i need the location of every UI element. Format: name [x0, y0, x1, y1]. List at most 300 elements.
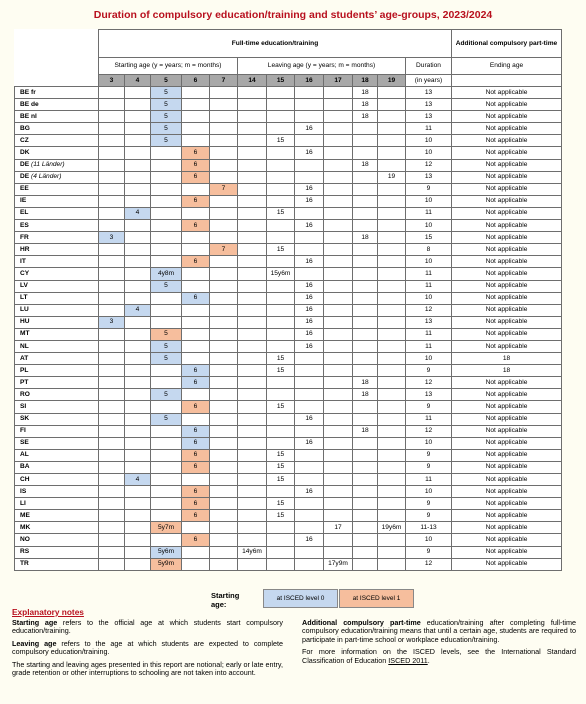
start-age-cell: [182, 474, 210, 486]
leave-age-cell: [378, 99, 406, 111]
ending-age-cell: Not applicable: [452, 232, 562, 244]
start-age-col-3: 3: [99, 75, 125, 87]
duration-cell: 10: [406, 220, 452, 232]
start-age-cell: 6: [182, 498, 210, 510]
leave-age-cell: 15: [267, 365, 295, 377]
leave-age-cell: [324, 111, 353, 123]
duration-cell: 11: [406, 207, 452, 219]
start-age-cell: [99, 449, 125, 461]
duration-cell: 13: [406, 99, 452, 111]
ending-age-cell: Not applicable: [452, 437, 562, 449]
leave-age-cell: [267, 340, 295, 352]
leave-age-cell: [378, 425, 406, 437]
leave-age-cell: [378, 256, 406, 268]
start-age-cell: [151, 425, 182, 437]
start-age-cell: [210, 486, 238, 498]
country-code: CZ: [15, 135, 99, 147]
start-age-cell: [99, 401, 125, 413]
country-code: AT: [15, 353, 99, 365]
leave-age-cell: [353, 353, 378, 365]
leave-age-cell: [295, 111, 324, 123]
leave-age-cell: [238, 340, 267, 352]
leave-age-cell: [267, 486, 295, 498]
start-age-cell: [99, 474, 125, 486]
country-code: DK: [15, 147, 99, 159]
start-age-cell: [99, 111, 125, 123]
start-age-cell: 5y7m: [151, 522, 182, 534]
leave-age-cell: [238, 328, 267, 340]
table-row: [15, 449, 562, 461]
start-age-cell: [125, 546, 151, 558]
start-age-cell: 5y6m: [151, 546, 182, 558]
leave-age-cell: [324, 292, 353, 304]
leave-age-cell: [295, 522, 324, 534]
leave-age-cell: [378, 304, 406, 316]
start-age-cell: [99, 195, 125, 207]
duration-cell: 8: [406, 244, 452, 256]
leave-age-cell: [267, 425, 295, 437]
country-code: HU: [15, 316, 99, 328]
start-age-cell: [210, 268, 238, 280]
table-row: [15, 292, 562, 304]
leave-age-cell: [238, 401, 267, 413]
table-row: [15, 510, 562, 522]
duration-cell: 10: [406, 135, 452, 147]
start-age-cell: [151, 159, 182, 171]
ending-age-cell: Not applicable: [452, 256, 562, 268]
leave-age-cell: [324, 377, 353, 389]
start-age-cell: [182, 87, 210, 99]
leave-age-cell: 18: [353, 425, 378, 437]
start-age-cell: 6: [182, 171, 210, 183]
country-code: IE: [15, 195, 99, 207]
leave-age-cell: [295, 498, 324, 510]
duration-cell: 10: [406, 147, 452, 159]
leave-age-cell: 15: [267, 207, 295, 219]
leave-age-cell: [353, 498, 378, 510]
leave-age-cell: [378, 280, 406, 292]
duration-cell: 12: [406, 425, 452, 437]
leave-age-col-16: 16: [295, 75, 324, 87]
leave-age-cell: [353, 183, 378, 195]
duration-cell: 10: [406, 256, 452, 268]
start-age-cell: [151, 220, 182, 232]
start-age-cell: [125, 87, 151, 99]
start-age-cell: [151, 534, 182, 546]
start-age-cell: 6: [182, 147, 210, 159]
leave-age-cell: [324, 147, 353, 159]
table-row: [15, 316, 562, 328]
start-age-cell: [210, 256, 238, 268]
leave-age-cell: [238, 171, 267, 183]
start-age-cell: [99, 486, 125, 498]
country-code: NL: [15, 340, 99, 352]
start-age-cell: [182, 522, 210, 534]
leave-age-cell: [238, 232, 267, 244]
ending-age-cell: Not applicable: [452, 171, 562, 183]
start-age-cell: [151, 510, 182, 522]
table-row: [15, 340, 562, 352]
table-row: [15, 437, 562, 449]
duration-cell: 11: [406, 413, 452, 425]
leave-age-cell: 15: [267, 353, 295, 365]
start-age-cell: 6: [182, 461, 210, 473]
start-age-cell: [182, 232, 210, 244]
start-age-cell: [182, 123, 210, 135]
duration-header: Duration: [406, 58, 452, 75]
leave-age-cell: [238, 558, 267, 570]
start-age-cell: [151, 486, 182, 498]
start-age-cell: 6: [182, 437, 210, 449]
start-age-cell: [151, 171, 182, 183]
table-row: [15, 534, 562, 546]
leave-age-cell: [353, 522, 378, 534]
leave-age-cell: 16: [295, 147, 324, 159]
table-row: [15, 522, 562, 534]
start-age-cell: 5: [151, 389, 182, 401]
leave-age-cell: [295, 449, 324, 461]
ending-age-cell: Not applicable: [452, 413, 562, 425]
ending-age-cell: Not applicable: [452, 510, 562, 522]
start-age-cell: [210, 232, 238, 244]
start-age-cell: [99, 183, 125, 195]
ending-age-cell: Not applicable: [452, 304, 562, 316]
ending-age-cell: Not applicable: [452, 195, 562, 207]
start-age-cell: 5: [151, 135, 182, 147]
leave-age-cell: [267, 316, 295, 328]
country-code: CH: [15, 474, 99, 486]
ending-age-cell: Not applicable: [452, 87, 562, 99]
duration-cell: 9: [406, 461, 452, 473]
start-age-cell: [210, 353, 238, 365]
leave-age-cell: [353, 365, 378, 377]
start-age-cell: [210, 111, 238, 123]
leave-age-cell: [324, 207, 353, 219]
ending-age-blank: [452, 75, 562, 87]
leave-age-cell: 15: [267, 498, 295, 510]
start-age-cell: [125, 340, 151, 352]
start-age-cell: 7: [210, 244, 238, 256]
country-note: (4 Länder): [31, 173, 62, 181]
leave-age-cell: [295, 365, 324, 377]
leave-age-cell: [267, 256, 295, 268]
leave-age-cell: 14y6m: [238, 546, 267, 558]
leave-age-cell: [378, 268, 406, 280]
start-age-cell: [182, 207, 210, 219]
leave-age-cell: [324, 389, 353, 401]
duration-cell: 15: [406, 232, 452, 244]
leave-age-cell: [295, 207, 324, 219]
ending-age-cell: Not applicable: [452, 111, 562, 123]
ending-age-cell: Not applicable: [452, 292, 562, 304]
leave-age-cell: [324, 159, 353, 171]
leave-age-cell: [267, 328, 295, 340]
leave-age-cell: 19y6m: [378, 522, 406, 534]
country-code: BE fr: [15, 87, 99, 99]
leave-age-cell: [238, 461, 267, 473]
start-age-cell: [125, 461, 151, 473]
start-age-cell: [210, 498, 238, 510]
duration-cell: 12: [406, 159, 452, 171]
leave-age-cell: [238, 365, 267, 377]
ending-age-cell: Not applicable: [452, 183, 562, 195]
parttime-header: Additional compulsory part-time: [452, 30, 562, 58]
leave-age-cell: 17: [324, 522, 353, 534]
start-age-cell: [125, 123, 151, 135]
leave-age-cell: [324, 437, 353, 449]
table-row: [15, 268, 562, 280]
start-age-cell: [182, 280, 210, 292]
start-age-cell: [125, 401, 151, 413]
leave-age-cell: [238, 534, 267, 546]
start-age-cell: [182, 413, 210, 425]
start-age-cell: [210, 522, 238, 534]
leave-age-cell: [378, 183, 406, 195]
start-age-cell: 6: [182, 486, 210, 498]
start-age-cell: [151, 449, 182, 461]
start-age-cell: [151, 195, 182, 207]
start-age-cell: [99, 522, 125, 534]
leave-age-cell: 15: [267, 135, 295, 147]
start-age-cell: 3: [99, 232, 125, 244]
start-age-cell: [99, 99, 125, 111]
start-age-cell: [125, 147, 151, 159]
ending-age-cell: 18: [452, 353, 562, 365]
start-age-cell: 4: [125, 304, 151, 316]
ending-age-cell: Not applicable: [452, 135, 562, 147]
in-years-header: (in years): [406, 75, 452, 87]
leave-age-cell: [353, 486, 378, 498]
leave-age-cell: [238, 316, 267, 328]
leave-age-col-17: 17: [324, 75, 353, 87]
start-age-cell: 6: [182, 256, 210, 268]
leave-age-cell: 18: [353, 232, 378, 244]
start-age-cell: [99, 558, 125, 570]
table-row: [15, 377, 562, 389]
start-age-cell: [125, 183, 151, 195]
start-age-cell: [182, 304, 210, 316]
start-age-cell: [182, 353, 210, 365]
start-age-cell: [182, 183, 210, 195]
duration-cell: 9: [406, 498, 452, 510]
start-age-cell: [210, 292, 238, 304]
leave-age-cell: 17y9m: [324, 558, 353, 570]
leave-age-cell: [378, 558, 406, 570]
start-age-cell: [182, 111, 210, 123]
leave-age-cell: [324, 171, 353, 183]
leave-age-cell: [267, 99, 295, 111]
leave-age-cell: [238, 377, 267, 389]
legend-label: Starting age:: [211, 591, 240, 609]
start-age-cell: [151, 147, 182, 159]
leave-age-cell: 15: [267, 244, 295, 256]
start-age-cell: [210, 195, 238, 207]
ending-age-cell: Not applicable: [452, 546, 562, 558]
start-age-cell: [99, 159, 125, 171]
leave-age-cell: [238, 389, 267, 401]
leave-age-cell: [238, 498, 267, 510]
leave-age-cell: [295, 159, 324, 171]
start-age-cell: [125, 413, 151, 425]
leave-age-cell: [353, 244, 378, 256]
duration-cell: 11: [406, 123, 452, 135]
leave-age-cell: 15y6m: [267, 268, 295, 280]
start-age-cell: [210, 558, 238, 570]
table-row: [15, 304, 562, 316]
start-age-cell: [210, 340, 238, 352]
leave-age-cell: [238, 413, 267, 425]
country-code: BE nl: [15, 111, 99, 123]
start-age-cell: [99, 207, 125, 219]
leave-age-cell: [238, 244, 267, 256]
leave-age-cell: [353, 195, 378, 207]
leave-age-cell: 16: [295, 280, 324, 292]
leave-age-cell: [378, 534, 406, 546]
leave-age-cell: [324, 87, 353, 99]
start-age-cell: [210, 413, 238, 425]
start-age-cell: [151, 292, 182, 304]
leave-age-cell: 19: [378, 171, 406, 183]
leave-age-cell: [324, 498, 353, 510]
leave-age-cell: [378, 498, 406, 510]
leave-age-cell: [378, 147, 406, 159]
start-age-cell: [99, 292, 125, 304]
table-row: [15, 401, 562, 413]
leave-age-cell: [238, 183, 267, 195]
start-age-cell: [125, 220, 151, 232]
table-row: [15, 256, 562, 268]
leave-age-cell: [267, 558, 295, 570]
start-age-cell: [99, 546, 125, 558]
start-age-cell: [151, 461, 182, 473]
country-code: MK: [15, 522, 99, 534]
legend-isced0: at ISCED level 0: [263, 589, 338, 608]
leave-age-cell: 15: [267, 449, 295, 461]
leave-age-cell: [378, 389, 406, 401]
start-age-cell: [210, 304, 238, 316]
start-age-cell: [99, 377, 125, 389]
table-row: [15, 207, 562, 219]
start-age-cell: [125, 558, 151, 570]
leave-age-cell: [238, 437, 267, 449]
start-age-cell: [210, 401, 238, 413]
leave-age-cell: [378, 232, 406, 244]
start-age-cell: 5: [151, 328, 182, 340]
leave-age-cell: [353, 256, 378, 268]
ending-age-cell: Not applicable: [452, 328, 562, 340]
start-age-cell: [182, 389, 210, 401]
ending-age-cell: Not applicable: [452, 534, 562, 546]
start-age-cell: [99, 534, 125, 546]
country-code: CY: [15, 268, 99, 280]
ending-age-cell: Not applicable: [452, 486, 562, 498]
leave-age-cell: [378, 328, 406, 340]
leave-age-cell: [353, 292, 378, 304]
leave-age-cell: [238, 510, 267, 522]
leave-age-cell: [324, 268, 353, 280]
leave-age-cell: [324, 340, 353, 352]
country-code: RS: [15, 546, 99, 558]
leave-age-cell: [324, 510, 353, 522]
leave-age-cell: [378, 207, 406, 219]
isced-link[interactable]: ISCED 2011: [388, 655, 428, 665]
table-row: [15, 461, 562, 473]
country-code: EE: [15, 183, 99, 195]
duration-cell: 11: [406, 474, 452, 486]
start-age-col-5: 5: [151, 75, 182, 87]
start-age-cell: 6: [182, 159, 210, 171]
leave-age-cell: [324, 135, 353, 147]
start-age-cell: [125, 389, 151, 401]
leave-age-cell: [267, 413, 295, 425]
table-row: [15, 389, 562, 401]
country-code: NO: [15, 534, 99, 546]
leave-age-cell: [295, 232, 324, 244]
duration-cell: 12: [406, 558, 452, 570]
leave-age-cell: [378, 401, 406, 413]
table-row: [15, 232, 562, 244]
start-age-cell: [99, 413, 125, 425]
start-age-cell: [99, 437, 125, 449]
start-age-cell: [125, 159, 151, 171]
ending-age-cell: Not applicable: [452, 498, 562, 510]
leave-age-cell: [353, 510, 378, 522]
start-age-cell: [210, 123, 238, 135]
start-age-cell: [151, 377, 182, 389]
leave-age-cell: [238, 207, 267, 219]
duration-cell: 13: [406, 87, 452, 99]
ending-age-cell: Not applicable: [452, 401, 562, 413]
leave-age-cell: [378, 340, 406, 352]
start-age-cell: [99, 268, 125, 280]
start-age-cell: 6: [182, 449, 210, 461]
leave-age-cell: [324, 244, 353, 256]
leave-age-cell: [378, 316, 406, 328]
leave-age-cell: [238, 486, 267, 498]
start-age-cell: [151, 437, 182, 449]
leave-age-cell: 18: [353, 389, 378, 401]
country-code: LU: [15, 304, 99, 316]
leave-age-cell: 16: [295, 123, 324, 135]
start-age-cell: 6: [182, 534, 210, 546]
start-age-cell: [99, 280, 125, 292]
start-age-cell: 6: [182, 195, 210, 207]
start-age-cell: 4y8m: [151, 268, 182, 280]
leave-age-cell: [267, 389, 295, 401]
leave-age-cell: [353, 280, 378, 292]
leave-age-cell: [295, 87, 324, 99]
table-row: [15, 99, 562, 111]
leave-age-cell: [378, 486, 406, 498]
leave-age-cell: [353, 171, 378, 183]
leave-age-cell: 18: [353, 99, 378, 111]
start-age-cell: [99, 353, 125, 365]
leave-age-cell: [267, 111, 295, 123]
leave-age-cell: [267, 377, 295, 389]
start-age-cell: [210, 280, 238, 292]
start-age-cell: 6: [182, 292, 210, 304]
start-age-cell: [99, 135, 125, 147]
ending-age-cell: Not applicable: [452, 220, 562, 232]
start-age-cell: [125, 268, 151, 280]
leave-age-cell: 16: [295, 292, 324, 304]
table-row: [15, 87, 562, 99]
note-starting-age: Starting age refers to the official age at which students start compulsory education/training.: [12, 618, 283, 636]
start-age-cell: [210, 87, 238, 99]
leave-age-cell: 16: [295, 256, 324, 268]
leave-age-cell: [324, 534, 353, 546]
leave-age-cell: [238, 135, 267, 147]
